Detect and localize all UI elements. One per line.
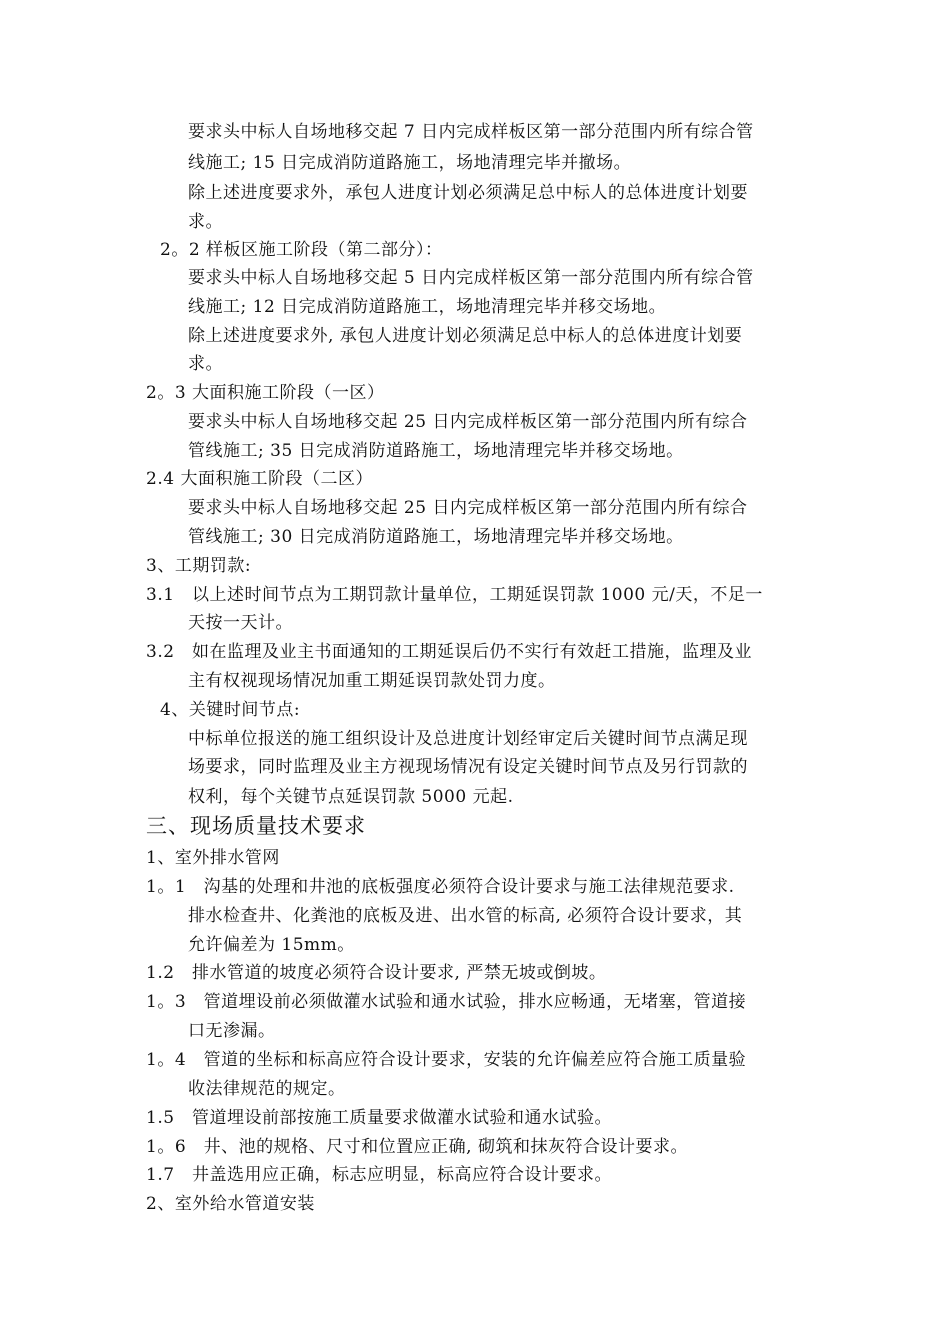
text-line: 1.5 管道埋设前部按施工质量要求做灌水试验和通水试验。 (146, 1108, 613, 1128)
text-line: 要求头中标人自场地移交起 25 日内完成样板区第一部分范围内所有综合 (188, 412, 748, 432)
text-line: 排水检查井、化粪池的底板及进、出水管的标高, 必须符合设计要求，其 (188, 906, 743, 926)
text-line: 求。 (188, 354, 223, 374)
text-line: 管线施工; 30 日完成消防道路施工，场地清理完毕并移交场地。 (188, 527, 684, 547)
text-line: 口无渗漏。 (188, 1021, 276, 1041)
text-line: 权利，每个关键节点延误罚款 5000 元起. (188, 787, 514, 807)
text-line: 收法律规范的规定。 (188, 1079, 346, 1099)
chapter-heading: 三、现场质量技术要求 (146, 814, 366, 838)
text-line: 管线施工; 35 日完成消防道路施工，场地清理完毕并移交场地。 (188, 441, 684, 461)
text-line: 3.1 以上述时间节点为工期罚款计量单位，工期延误罚款 1000 元/天，不足一 (146, 585, 763, 605)
text-line: 3.2 如在监理及业主书面通知的工期延误后仍不实行有效赶工措施，监理及业 (146, 642, 753, 662)
text-line: 线施工; 12 日完成消防道路施工，场地清理完毕并移交场地。 (188, 297, 667, 317)
text-line: 1.7 井盖选用应正确，标志应明显，标高应符合设计要求。 (146, 1165, 613, 1185)
text-line: 天按一天计。 (188, 613, 293, 633)
text-line: 1。3 管道埋设前必须做灌水试验和通水试验，排水应畅通，无堵塞，管道接 (146, 992, 747, 1012)
text-line: 要求头中标人自场地移交起 25 日内完成样板区第一部分范围内所有综合 (188, 498, 748, 518)
text-line: 允许偏差为 15mm。 (188, 935, 355, 955)
text-line: 除上述进度要求外, 承包人进度计划必须满足总中标人的总体进度计划要 (188, 326, 743, 346)
text-line: 1。4 管道的坐标和标高应符合设计要求，安装的允许偏差应符合施工质量验 (146, 1050, 747, 1070)
text-line: 1.2 排水管道的坡度必须符合设计要求, 严禁无坡或倒坡。 (146, 963, 607, 983)
text-line: 要求头中标人自场地移交起 7 日内完成样板区第一部分范围内所有综合管 (188, 122, 754, 142)
text-line: 线施工; 15 日完成消防道路施工，场地清理完毕并撤场。 (188, 153, 632, 173)
text-line: 中标单位报送的施工组织设计及总进度计划经审定后关键时间节点满足现 (188, 729, 748, 749)
text-line: 除上述进度要求外，承包人进度计划必须满足总中标人的总体进度计划要 (188, 183, 748, 203)
section-heading-2-4: 2.4 大面积施工阶段（二区） (146, 469, 373, 489)
section-heading-4: 4、关键时间节点: (160, 700, 301, 720)
text-line: 要求头中标人自场地移交起 5 日内完成样板区第一部分范围内所有综合管 (188, 268, 754, 288)
section-heading-3: 3、工期罚款: (146, 556, 252, 576)
text-line: 1。6 井、池的规格、尺寸和位置应正确, 砌筑和抹灰符合设计要求。 (146, 1137, 688, 1157)
section-heading-1: 1、室外排水管网 (146, 848, 280, 868)
section-heading-2: 2、室外给水管道安装 (146, 1194, 315, 1214)
text-line: 场要求，同时监理及业主方视现场情况有设定关键时间节点及另行罚款的 (188, 757, 748, 777)
text-line: 1。1 沟基的处理和井池的底板强度必须符合设计要求与施工法律规范要求. (146, 877, 735, 897)
text-line: 主有权视现场情况加重工期延误罚款处罚力度。 (188, 671, 556, 691)
text-line: 求。 (188, 212, 223, 232)
section-heading-2-3: 2。3 大面积施工阶段（一区） (146, 383, 385, 403)
section-heading-2-2: 2。2 样板区施工阶段（第二部分）： (160, 240, 443, 260)
